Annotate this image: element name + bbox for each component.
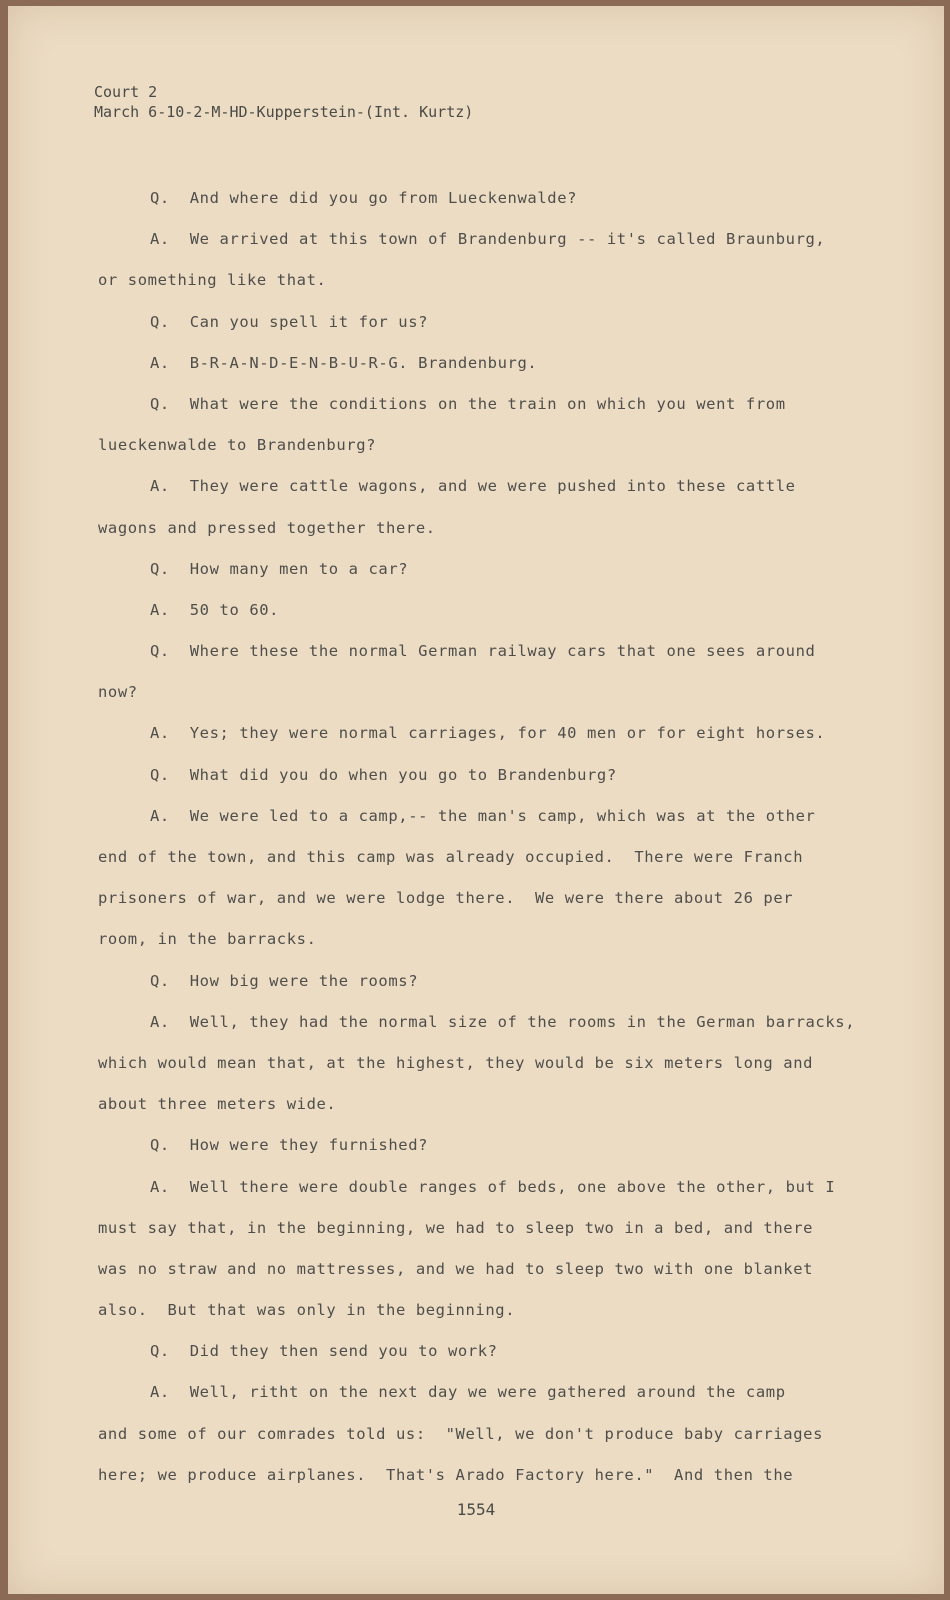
document-page: [8, 6, 944, 1594]
transcript-line: A. B-R-A-N-D-E-N-B-U-R-G. Brandenburg.: [150, 353, 538, 372]
transcript-line: end of the town, and this camp was already occupied. There were Franch: [98, 848, 804, 866]
transcript-line: A. Yes; they were normal carriages, for 40 men or for eight horses.: [150, 724, 826, 743]
transcript-line: A. They were cattle wagons, and we were pushed into these cattle: [150, 477, 796, 496]
page-header: [94, 82, 473, 122]
transcript-line: here; we produce airplanes. That's Arado Factory here." And then the: [98, 1465, 794, 1484]
transcript-line: A. Well there were double ranges of beds, one above the other, but I: [150, 1177, 836, 1196]
session-label: March 6-10-2-M-HD-Kupperstein-(Int. Kurtz): [94, 103, 474, 121]
transcript-line: Q. Did they then send you to work?: [150, 1342, 498, 1361]
transcript-line: A. We were led to a camp,-- the man's camp, which was at the other: [150, 806, 816, 825]
transcript-line: room, in the barracks.: [98, 930, 317, 949]
transcript-line: Q. How were they furnished?: [150, 1136, 429, 1155]
transcript-line: prisoners of war, and we were lodge there. We were there about 26 per: [98, 889, 794, 908]
transcript-line: must say that, in the beginning, we had to sleep two in a bed, and there: [98, 1218, 814, 1237]
transcript-line: Q. How many men to a car?: [150, 559, 409, 578]
transcript-line: which would mean that, at the highest, they would be six meters long and: [98, 1053, 814, 1072]
transcript-line: and some of our comrades told us: "Well, we don't produce baby carriages: [98, 1424, 824, 1443]
transcript-line: or something like that.: [98, 271, 327, 290]
transcript-line: Q. What were the conditions on the train on which you went from: [150, 394, 786, 413]
transcript-line: A. Well, they had the normal size of the rooms in the German barracks,: [150, 1012, 856, 1031]
transcript-body: [98, 184, 888, 1502]
page-number: 1554: [456, 1500, 496, 1519]
transcript-line: lueckenwalde to Brandenburg?: [98, 436, 377, 455]
transcript-line: A. Well, ritht on the next day we were gathered around the camp: [150, 1383, 786, 1402]
transcript-line: Q. Can you spell it for us?: [150, 312, 429, 331]
transcript-line: about three meters wide.: [98, 1095, 337, 1114]
transcript-line: Q. How big were the rooms?: [150, 971, 419, 990]
transcript-line: Q. And where did you go from Lueckenwalde?: [150, 189, 578, 207]
transcript-line: wagons and pressed together there.: [98, 518, 436, 537]
transcript-line: A. We arrived at this town of Brandenburg -- it's called Braunburg,: [150, 230, 826, 249]
transcript-line: now?: [98, 683, 138, 702]
transcript-line: also. But that was only in the beginning.: [98, 1301, 516, 1320]
transcript-line: was no straw and no mattresses, and we had to sleep two with one blanket: [98, 1259, 814, 1278]
transcript-line: A. 50 to 60.: [150, 600, 280, 619]
court-label: Court 2: [94, 83, 158, 101]
transcript-line: Q. Where these the normal German railway cars that one sees around: [150, 642, 816, 661]
transcript-line: Q. What did you do when you go to Brandenburg?: [150, 765, 617, 784]
